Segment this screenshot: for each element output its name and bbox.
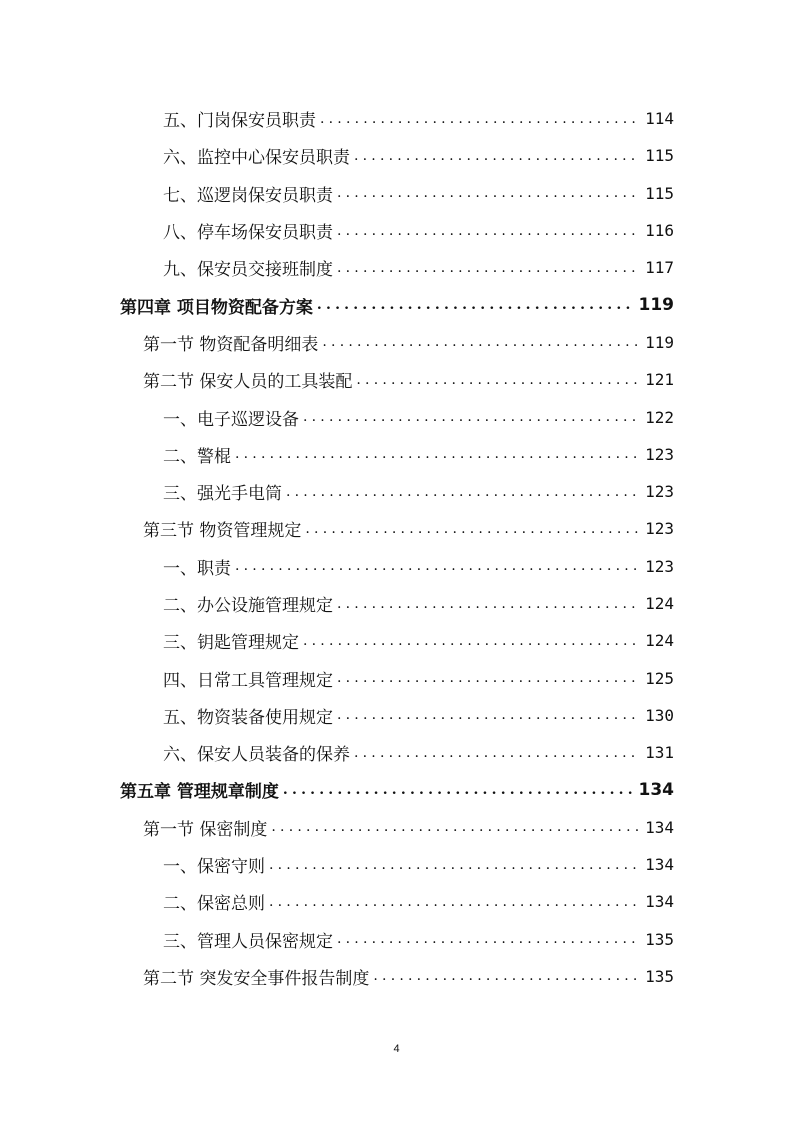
toc-entry-page-number: 134: [645, 892, 674, 912]
toc-entry-title: 第四章 项目物资配备方案: [120, 297, 313, 318]
toc-dot-leader: [373, 968, 638, 984]
toc-dot-leader: [354, 148, 638, 164]
toc-chapter-entry[interactable]: [0, 771, 793, 808]
toc-entry-title: 七、巡逻岗保安员职责: [163, 185, 333, 206]
toc-entry-page-number: 125: [645, 668, 674, 688]
toc-dot-leader: [271, 819, 638, 835]
toc-entry-page-number: 131: [645, 743, 674, 763]
toc-entry-title: 三、钥匙管理规定: [163, 633, 299, 654]
toc-subsection-entry[interactable]: [0, 249, 793, 286]
toc-dot-leader: [269, 857, 638, 873]
toc-section-entry[interactable]: [0, 361, 793, 398]
toc-entry-page-number: 134: [638, 779, 674, 800]
toc-entry-page-number: 123: [645, 556, 674, 576]
page-number: 4: [393, 1043, 400, 1055]
toc-entry-page-number: 115: [645, 183, 674, 203]
toc-dot-leader: [286, 484, 638, 500]
toc-dot-leader: [356, 372, 638, 388]
toc-subsection-entry[interactable]: [0, 921, 793, 958]
toc-subsection-entry[interactable]: [0, 846, 793, 883]
toc-dot-leader: [283, 782, 633, 798]
toc-entry-title: 八、停车场保安员职责: [163, 223, 333, 244]
toc-subsection-entry[interactable]: [0, 212, 793, 249]
toc-dot-leader: [235, 446, 638, 462]
toc-subsection-entry[interactable]: [0, 175, 793, 212]
toc-dot-leader: [303, 409, 638, 425]
toc-dot-leader: [337, 185, 638, 201]
toc-dot-leader: [337, 223, 638, 239]
toc-entry-page-number: 119: [645, 332, 674, 352]
toc-section-entry[interactable]: [0, 510, 793, 547]
toc-chapter-entry[interactable]: [0, 286, 793, 323]
toc-subsection-entry[interactable]: [0, 398, 793, 435]
toc-entry-title: 六、监控中心保安员职责: [163, 148, 350, 169]
toc-subsection-entry[interactable]: [0, 697, 793, 734]
toc-entry-page-number: 124: [645, 594, 674, 613]
toc-entry-page-number: 130: [645, 705, 674, 725]
toc-entry-page-number: 135: [645, 966, 674, 986]
toc-entry-page-number: 116: [645, 221, 674, 241]
toc-entry-page-number: 124: [645, 631, 674, 651]
toc-subsection-entry[interactable]: [0, 548, 793, 585]
toc-entry-page-number: 114: [645, 109, 674, 129]
toc-section-entry[interactable]: [0, 958, 793, 995]
toc-dot-leader: [305, 521, 638, 537]
toc-dot-leader: [337, 670, 638, 686]
toc-entry-title: 二、办公设施管理规定: [163, 596, 333, 616]
toc-entry-title: 第五章 管理规章制度: [120, 782, 279, 803]
toc-subsection-entry[interactable]: [0, 622, 793, 659]
toc-entry-title: 三、管理人员保密规定: [163, 931, 333, 952]
toc-dot-leader: [235, 558, 638, 574]
table-of-contents: [0, 100, 793, 995]
toc-entry-page-number: 123: [645, 444, 674, 464]
toc-entry-title: 第二节 保安人员的工具装配: [143, 372, 353, 393]
toc-subsection-entry[interactable]: [0, 473, 793, 510]
toc-entry-page-number: 121: [645, 370, 674, 390]
toc-entry-title: 第三节 物资管理规定: [143, 521, 302, 542]
toc-entry-title: 一、电子巡逻设备: [163, 409, 299, 430]
toc-subsection-entry[interactable]: [0, 436, 793, 473]
toc-section-entry[interactable]: [0, 809, 793, 846]
toc-dot-leader: [269, 894, 638, 910]
toc-entry-page-number: 115: [645, 146, 674, 166]
toc-entry-title: 第二节 突发安全事件报告制度: [143, 968, 370, 989]
toc-entry-title: 第一节 物资配备明细表: [143, 334, 319, 355]
toc-dot-leader: [337, 931, 638, 947]
toc-entry-page-number: 134: [645, 817, 674, 837]
toc-subsection-entry[interactable]: [0, 585, 793, 622]
toc-entry-title: 三、强光手电筒: [163, 484, 282, 505]
toc-entry-title: 二、警棍: [163, 446, 231, 467]
toc-subsection-entry[interactable]: [0, 137, 793, 174]
toc-dot-leader: [320, 111, 638, 127]
toc-dot-leader: [354, 745, 638, 761]
toc-entry-title: 五、门岗保安员职责: [163, 111, 316, 132]
toc-subsection-entry[interactable]: [0, 100, 793, 137]
toc-entry-title: 第一节 保密制度: [143, 819, 268, 840]
toc-dot-leader: [337, 260, 638, 276]
toc-entry-page-number: 135: [645, 929, 674, 949]
toc-entry-title: 九、保安员交接班制度: [163, 260, 333, 281]
toc-dot-leader: [337, 596, 638, 612]
toc-entry-title: 一、职责: [163, 558, 231, 579]
toc-section-entry[interactable]: [0, 324, 793, 361]
toc-entry-page-number: 119: [638, 295, 674, 316]
toc-entry-title: 二、保密总则: [163, 894, 265, 915]
toc-dot-leader: [317, 297, 633, 313]
toc-dot-leader: [303, 633, 638, 649]
toc-entry-title: 四、日常工具管理规定: [163, 670, 333, 691]
toc-entry-title: 一、保密守则: [163, 857, 265, 878]
toc-subsection-entry[interactable]: [0, 734, 793, 771]
toc-subsection-entry[interactable]: [0, 659, 793, 696]
toc-subsection-entry[interactable]: [0, 883, 793, 920]
toc-entry-page-number: 117: [645, 258, 674, 278]
toc-entry-page-number: 122: [645, 407, 674, 427]
toc-entry-page-number: 123: [645, 482, 674, 502]
toc-dot-leader: [322, 334, 638, 350]
toc-entry-page-number: 134: [645, 855, 674, 875]
toc-entry-title: 六、保安人员装备的保养: [163, 745, 350, 766]
toc-dot-leader: [337, 707, 638, 723]
toc-entry-page-number: 123: [645, 519, 674, 539]
toc-entry-title: 五、物资装备使用规定: [163, 707, 333, 728]
